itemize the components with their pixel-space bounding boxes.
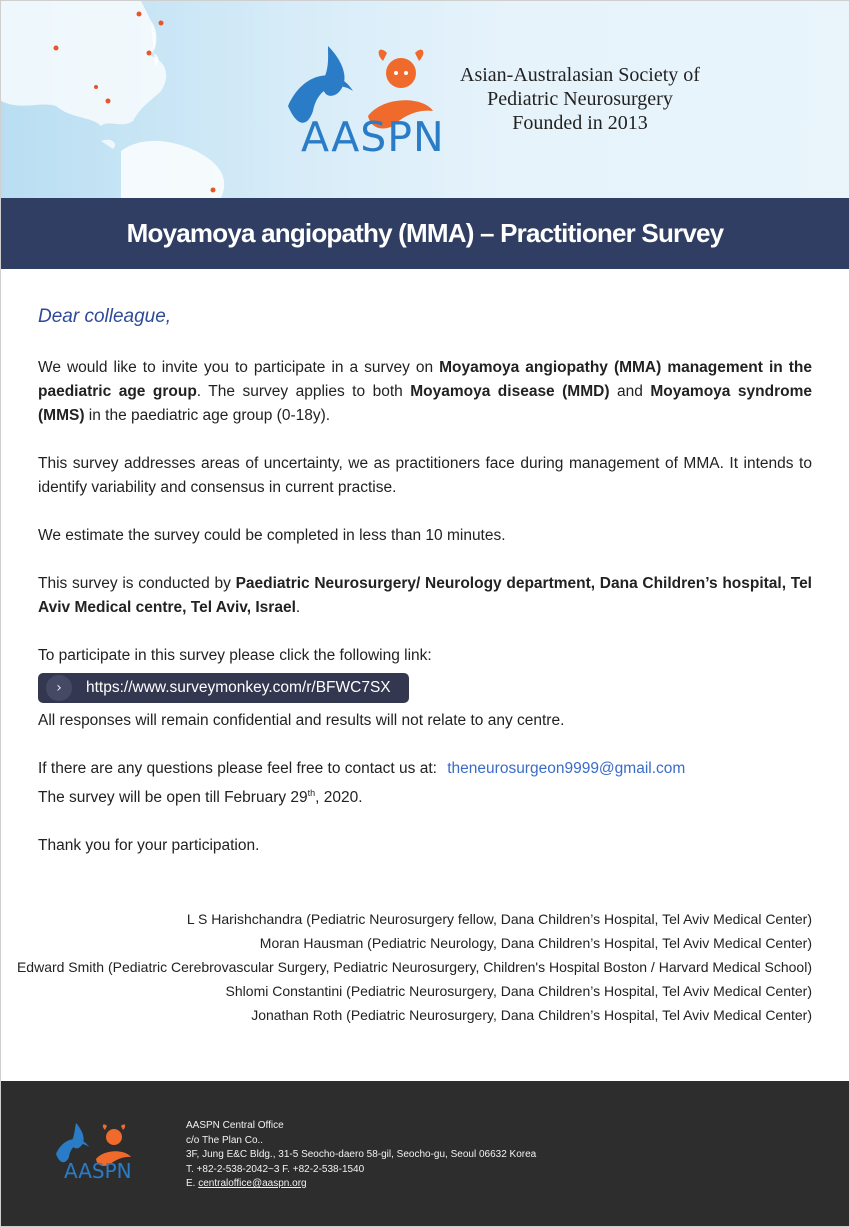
title-bar	[1, 198, 849, 269]
signature-line: Edward Smith (Pediatric Cerebrovascular Surgery, Pediatric Neurosurgery, Children's Hospital Boston / Harvard Medical School)	[16, 959, 812, 975]
footer-email-link[interactable]: centraloffice@aaspn.org	[198, 1178, 307, 1189]
signature-line: Moran Hausman (Pediatric Neurology, Dana Children’s Hospital, Tel Aviv Medical Center)	[259, 935, 812, 951]
signature-list	[17, 907, 812, 1027]
open-till-suffix: , 2020.	[315, 789, 363, 807]
conducted-paragraph	[38, 572, 812, 620]
contact-email-link[interactable]: theneurosurgeon9999@gmail.com	[447, 760, 686, 777]
open-till-sup: th	[307, 788, 316, 798]
conducted-text-1: This survey is conducted by	[38, 575, 236, 592]
contact-line	[38, 757, 812, 781]
uncertainty-paragraph: This survey addresses areas of uncertainty, we as practitioners face during management of MMA. It intends to identify variability and consensus in current practise.	[38, 455, 812, 496]
footer-contact-info	[186, 1119, 536, 1192]
link-intro: To participate in this survey please click the following link:	[38, 647, 432, 664]
intro-text-3: and	[609, 383, 651, 400]
society-line-1: Asian-Australasian Society of	[460, 64, 700, 86]
open-till-prefix: The survey will be open till February 29	[38, 789, 308, 807]
footer-logo-wordmark: AASPN	[64, 1159, 132, 1183]
society-line-3: Founded in 2013	[512, 112, 648, 134]
intro-bold-3: Moyamoya syndrome (MMS)	[38, 383, 812, 424]
footer-care-of: c/o The Plan Co..	[186, 1134, 264, 1146]
letter-body	[38, 301, 812, 882]
footer	[1, 1081, 849, 1226]
signature-line: Shlomi Constantini (Pediatric Neurosurgery, Dana Children’s Hospital, Tel Aviv Medical Center)	[225, 983, 812, 999]
footer-phone: T. +82-2-538-2042~3 F. +82-2-538-1540	[186, 1163, 365, 1175]
intro-text-1: We would like to invite you to participate in a survey on	[38, 359, 440, 376]
header-banner	[1, 1, 849, 198]
society-name	[451, 63, 709, 135]
intro-text-4: in the paediatric age group (0-18y).	[84, 407, 331, 424]
thanks-paragraph: Thank you for your participation.	[38, 837, 260, 855]
signature-line: Jonathan Roth (Pediatric Neurosurgery, Dana Children’s Hospital, Tel Aviv Medical Center)	[251, 1007, 812, 1023]
signature-line: L S Harishchandra (Pediatric Neurosurgery fellow, Dana Children’s Hospital, Tel Aviv Medical Center)	[186, 911, 812, 927]
duration-paragraph: We estimate the survey could be completed in less than 10 minutes.	[38, 527, 506, 544]
page-title: Moyamoya angiopathy (MMA) – Practitioner Survey	[126, 218, 724, 248]
intro-bold-2: Moyamoya disease (MMD)	[410, 383, 610, 400]
chevron-right-icon: ›	[46, 675, 72, 701]
footer-office: AASPN Central Office	[186, 1120, 284, 1131]
survey-link-text: https://www.surveymonkey.com/r/BFWC7SX	[86, 679, 391, 696]
logo-wordmark: AASPN	[301, 113, 445, 161]
confidential-paragraph: All responses will remain confidential and results will not relate to any centre.	[38, 712, 565, 729]
contact-text: If there are any questions please feel free to contact us at:	[38, 760, 437, 777]
conducted-bold: Paediatric Neurosurgery/ Neurology department, Dana Children’s hospital, Tel Aviv Medical centre, Tel Aviv, Israel	[38, 575, 812, 616]
footer-address: 3F, Jung E&C Bldg., 31-5 Seocho-daero 58-gil, Seocho-gu, Seoul 06632 Korea	[186, 1149, 537, 1160]
world-map-illustration	[1, 1, 301, 198]
intro-paragraph	[38, 356, 812, 428]
footer-email-line	[186, 1177, 536, 1192]
intro-bold-1: Moyamoya angiopathy (MMA) management in the paediatric age group	[38, 359, 812, 400]
conducted-text-2: .	[295, 599, 301, 616]
greeting: Dear colleague,	[38, 306, 172, 327]
society-line-2: Pediatric Neurosurgery	[487, 88, 673, 110]
footer-email-prefix: E.	[186, 1178, 199, 1189]
intro-text-2: . The survey applies to both	[196, 383, 411, 400]
open-till-line	[38, 781, 812, 810]
survey-link-button[interactable]	[38, 673, 409, 703]
